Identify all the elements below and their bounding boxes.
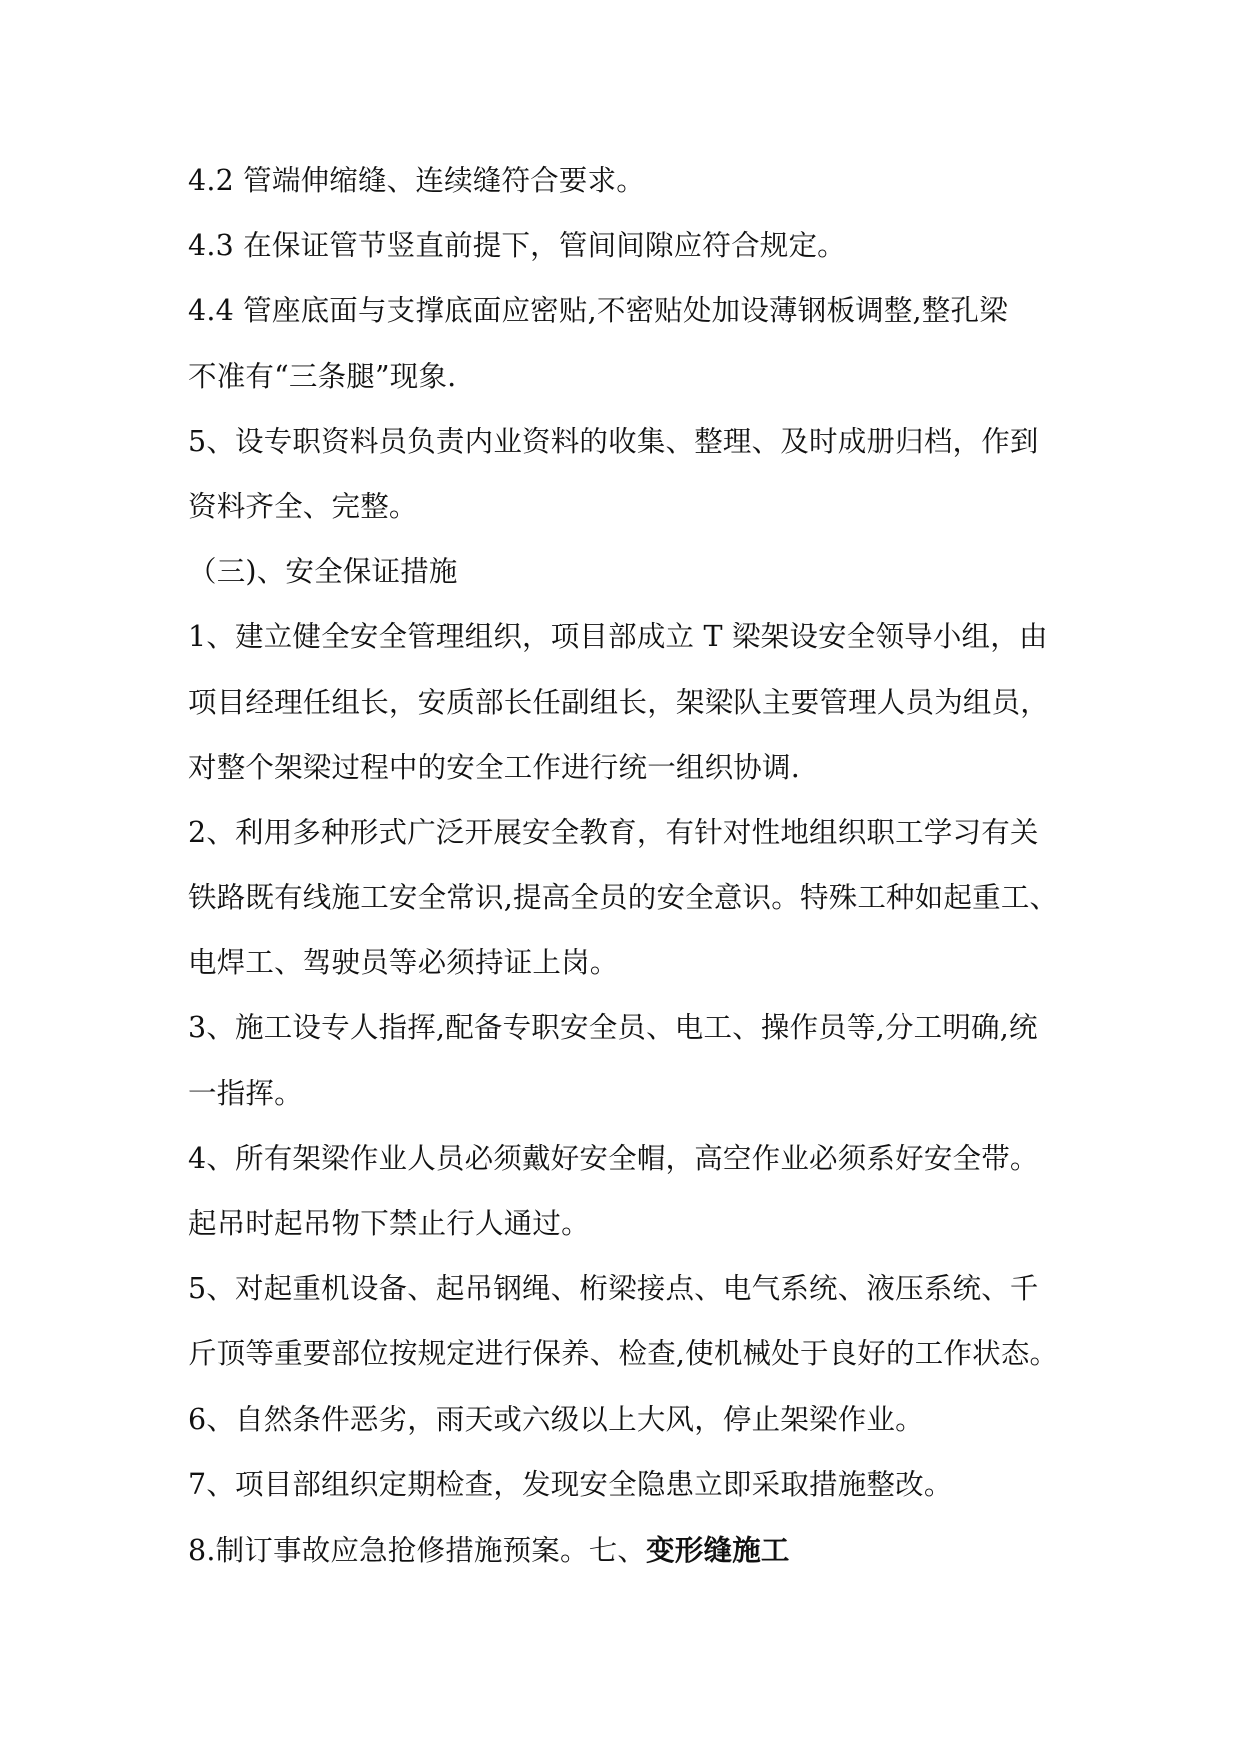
text-line: 6、自然条件恶劣，雨天或六级以上大风，停止架梁作业。 [188,1402,924,1436]
text-line: 铁路既有线施工安全常识,提高全员的安全意识。特殊工种如起重工、 [188,881,1059,915]
text-line: 3、施工设专人指挥,配备专职安全员、电工、操作员等,分工明确,统 [188,1011,1038,1045]
text-line: 4.2 管端伸缩缝、连续缝符合要求。 [188,164,645,197]
text-line: 项目经理任组长，安质部长任副组长，架梁队主要管理人员为组员， [188,685,1050,719]
text-line: 4、所有架梁作业人员必须戴好安全帽，高空作业必须系好安全带。 [188,1141,1039,1175]
text-line: 2、利用多种形式广泛开展安全教育，有针对性地组织职工学习有关 [188,815,1039,849]
text-line: 1、建立健全安全管理组织，项目部成立 T 梁架设安全领导小组，由 [188,620,1048,654]
text-line: 电焊工、驾驶员等必须持证上岗。 [188,946,619,980]
bold-section-heading: 变形缝施工 [646,1532,790,1567]
text-line: 4.4 管座底面与支撑底面应密贴,不密贴处加设薄钢板调整,整孔梁 [188,294,1008,328]
text-line: 不准有“三条腿”现象. [188,359,457,393]
document-body [188,158,1068,1592]
text-line-last [188,1527,1068,1592]
text-line: 对整个架梁过程中的安全工作进行统一组织协调. [188,750,800,784]
section-heading: （三)、安全保证措施 [188,555,458,589]
text-line: 4.3 在保证管节竖直前提下，管间间隙应符合规定。 [188,229,846,263]
last-line-text: 8.制订事故应急抢修措施预案。七、 [188,1533,647,1567]
text-line: 7、项目部组织定期检查，发现安全隐患立即采取措施整改。 [188,1467,953,1501]
text-line: 5、对起重机设备、起吊钢绳、桁梁接点、电气系统、液压系统、千 [188,1272,1039,1306]
text-line: 一指挥。 [188,1076,303,1110]
text-line: 5、设专职资料员负责内业资料的收集、整理、及时成册归档，作到 [188,424,1039,458]
text-line: 起吊时起吊物下禁止行人通过。 [188,1207,590,1240]
text-line: 资料齐全、完整。 [188,489,418,523]
text-line: 斤顶等重要部位按规定进行保养、检查,使机械处于良好的工作状态。 [188,1337,1059,1371]
